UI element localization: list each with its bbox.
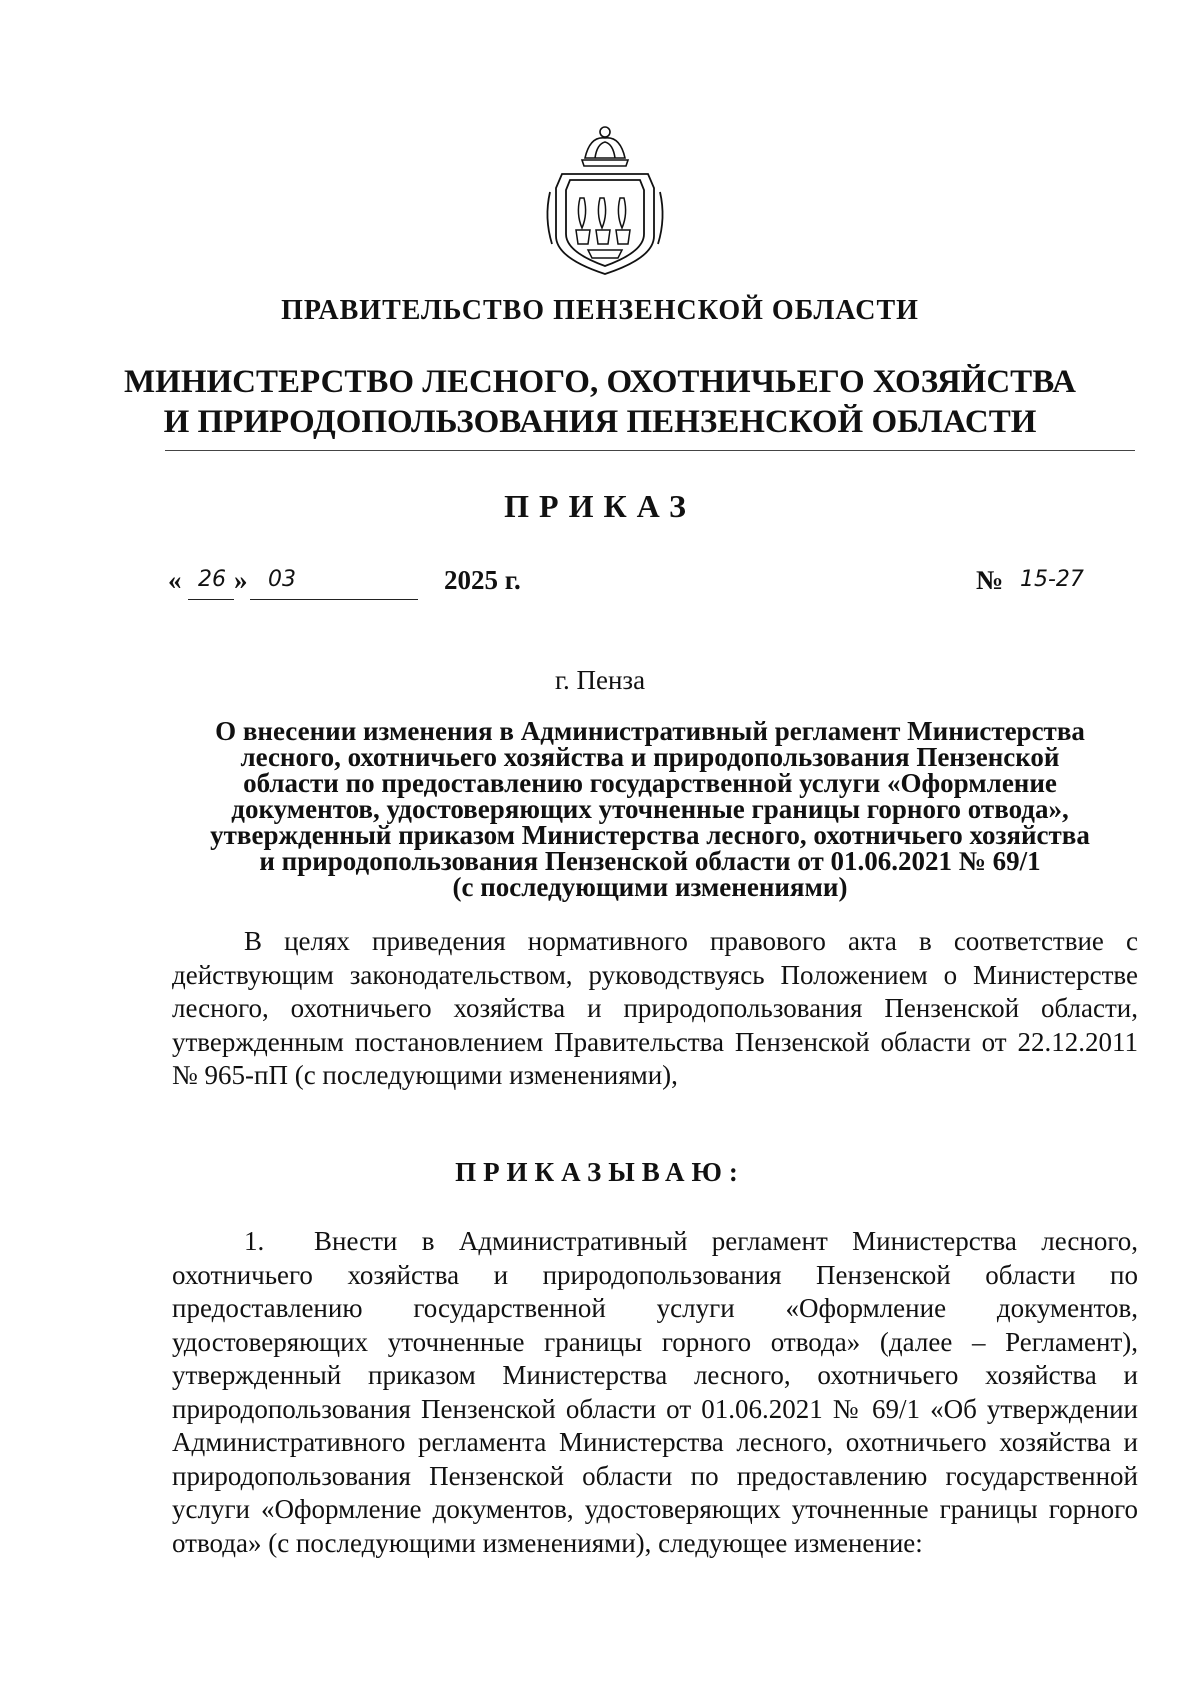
month-underline	[250, 599, 418, 600]
ministry-title	[0, 362, 1200, 442]
decree-heading: ПРИКАЗЫВАЮ:	[455, 1157, 745, 1187]
order-title: ПРИКАЗ	[504, 488, 696, 524]
day-underline	[188, 599, 234, 600]
order-date-row	[168, 565, 1138, 605]
government-title: ПРАВИТЕЛЬСТВО ПЕНЗЕНСКОЙ ОБЛАСТИ	[281, 295, 919, 326]
ministry-title-line-1: МИНИСТЕРСТВО ЛЕСНОГО, ОХОТНИЧЬЕГО ХОЗЯЙСТВА	[124, 364, 1076, 400]
order-item-number: 1.	[244, 1226, 265, 1256]
ministry-title-line-2: И ПРИРОДОПОЛЬЗОВАНИЯ ПЕНЗЕНСКОЙ ОБЛАСТИ	[163, 404, 1037, 440]
city: г. Пенза	[554, 665, 646, 695]
coat-of-arms-icon	[540, 118, 670, 278]
subject-line: О внесении изменения в Административный регламент Министерства	[215, 716, 1085, 746]
date-quote-open: «	[168, 565, 182, 595]
subject-line: (с последующими изменениями)	[452, 872, 848, 902]
order-month: 03	[268, 567, 296, 592]
subject-line: области по предоставлению государственной услуги «Оформление	[243, 768, 1057, 798]
subject-line: документов, удостоверяющих уточненные границы горного отвода»,	[231, 794, 1069, 824]
order-year: 2025 г.	[444, 565, 521, 595]
order-item-text: Внести в Административный регламент Министерства лесного, охотничьего хозяйства и природопользования Пензенской области по предоставлению государственной услуги «Оформление документов, удостоверяющих уточненные границы горного отвода» (далее – Регламент), утвержденный приказом Министерства лесного, охотничьего хозяйства и природопользования Пензенской области от 01.06.2021 № 69/1 «Об утверждении Административного регламента Министерства лесного, охотничьего хозяйства и природопользования Пензенской области по предоставлению государственной услуги «Оформление документов, удостоверяющих уточненные границы горного отвода» (с последующими изменениями), следующее изменение:	[172, 1226, 1138, 1558]
preamble-paragraph: В целях приведения нормативного правового акта в соответствие с действующим законодательством, руководствуясь Положением о Министерстве лесного, охотничьего хозяйства и природопользования Пензенской области, утвержденным постановлением Правительства Пензенской области от 22.12.2011 № 965-пП (с последующими изменениями),	[172, 926, 1138, 1090]
order-number: 15-27	[1020, 567, 1084, 592]
subject-line: лесного, охотничьего хозяйства и природопользования Пензенской	[240, 742, 1060, 772]
order-subject	[170, 718, 1130, 900]
header-divider	[165, 450, 1135, 451]
order-number-label: №	[976, 565, 1004, 595]
order-day: 26	[198, 567, 226, 592]
date-quote-close: »	[234, 565, 248, 595]
subject-line: и природопользования Пензенской области от 01.06.2021 № 69/1	[259, 846, 1041, 876]
order-item	[172, 1225, 1138, 1560]
subject-line: утвержденный приказом Министерства лесного, охотничьего хозяйства	[210, 820, 1090, 850]
